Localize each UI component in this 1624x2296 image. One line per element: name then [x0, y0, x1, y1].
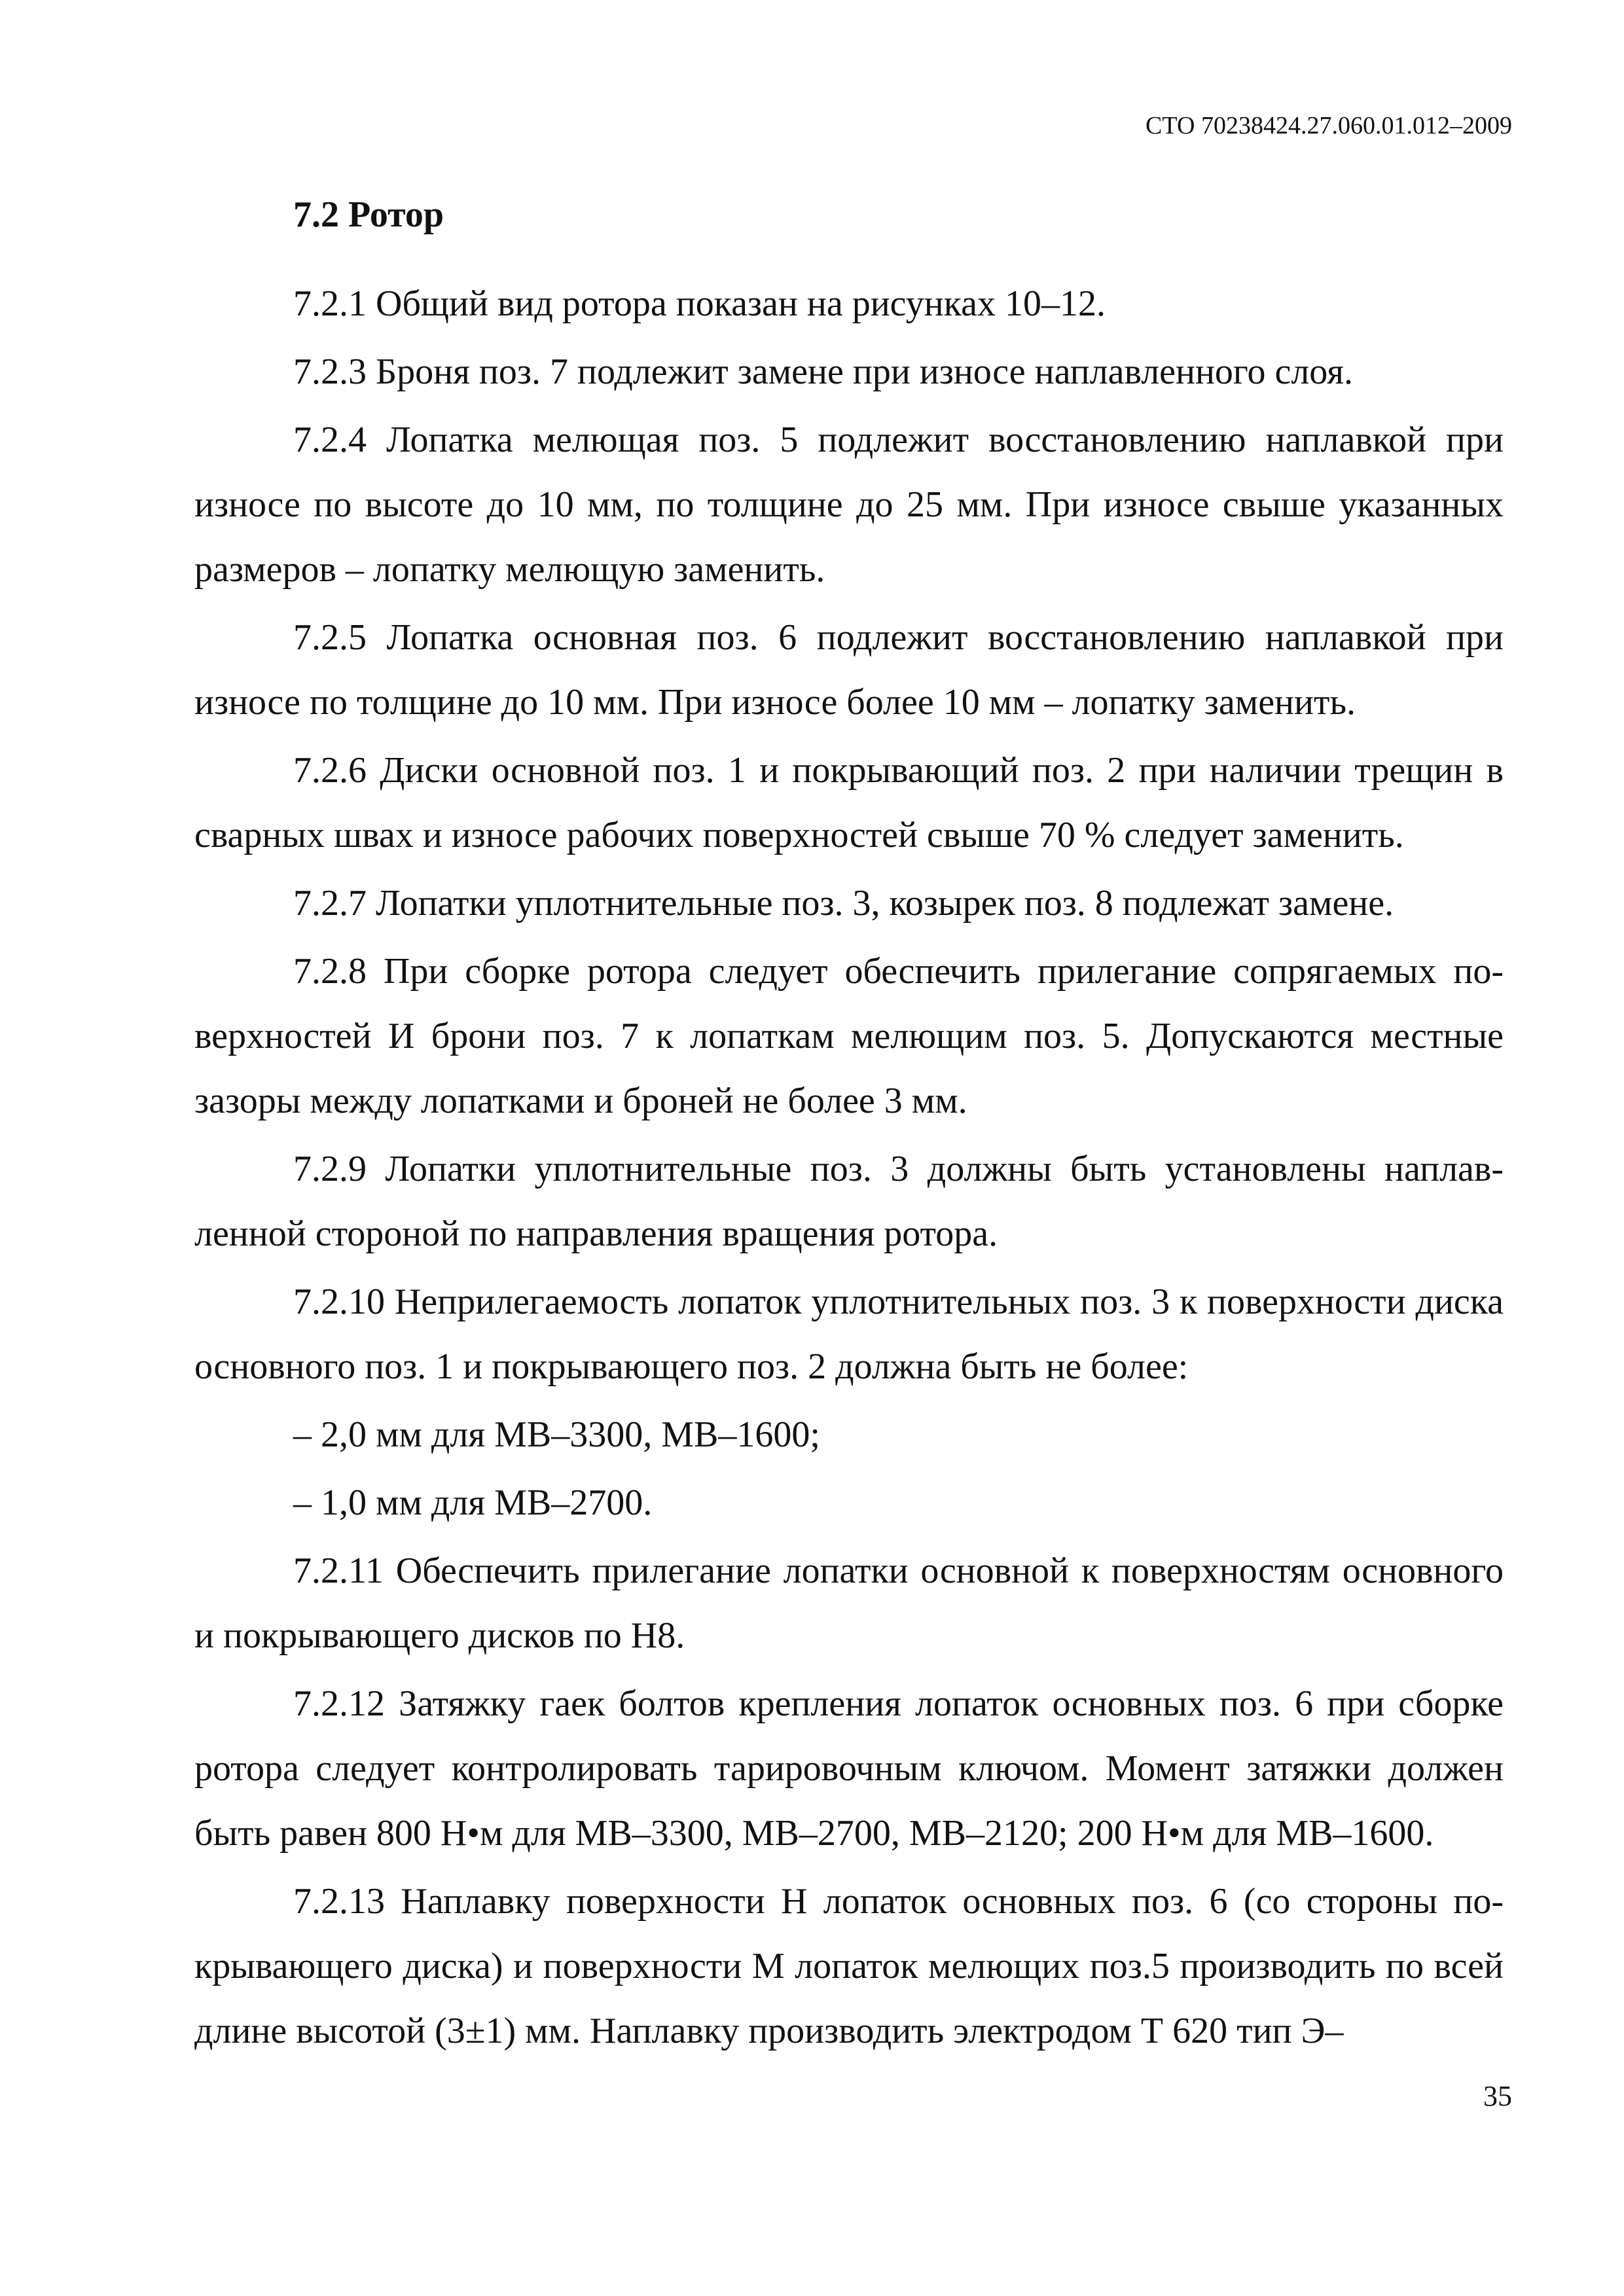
section-title: 7.2 Ротор: [293, 194, 444, 235]
paragraph-7-2-5: 7.2.5 Лопатка основная поз. 6 подлежит восстановлению наплавкой при износе по толщине до 10 мм. При износе более 10 мм – лопатку заменить.: [194, 617, 1504, 723]
document-body: [194, 272, 1504, 2067]
paragraph-7-2-3: 7.2.3 Броня поз. 7 подлежит замене при износе наплавленного слоя.: [293, 351, 1353, 392]
paragraph-7-2-8: 7.2.8 При сборке ротора следует обеспечить прилегание сопрягаемых поверхностей И брони поз. 7 к лопаткам мелющим поз. 5. Допускаются местные зазоры между лопатками и броней не более 3 мм.: [194, 951, 1504, 1121]
list-item-clearance-mv3300: – 2,0 мм для МВ–3300, МВ–1600;: [293, 1414, 820, 1455]
paragraph-7-2-9: 7.2.9 Лопатки уплотнительные поз. 3 должны быть установлены наплавленной стороной по направления вращения ротора.: [194, 1149, 1504, 1254]
paragraph-7-2-11: 7.2.11 Обеспечить прилегание лопатки основной к поверхностям основного и покрывающего дисков по Н8.: [194, 1551, 1504, 1656]
paragraph-7-2-7: 7.2.7 Лопатки уплотнительные поз. 3, козырек поз. 8 подлежат замене.: [293, 883, 1394, 924]
page-number: 35: [1483, 2080, 1512, 2112]
document-code-header: СТО 70238424.27.060.01.012–2009: [1146, 112, 1512, 139]
paragraph-7-2-1: 7.2.1 Общий вид ротора показан на рисунках 10–12.: [293, 283, 1106, 324]
paragraph-7-2-10: 7.2.10 Неприлегаемость лопаток уплотнительных поз. 3 к поверхности диска основного поз. 1 и покрывающего поз. 2 должна быть не более:: [194, 1282, 1504, 1387]
paragraph-7-2-6: 7.2.6 Диски основной поз. 1 и покрывающий поз. 2 при наличии трещин в сварных швах и износе рабочих поверхностей свыше 70 % следует заменить.: [194, 750, 1504, 855]
paragraph-7-2-4: 7.2.4 Лопатка мелющая поз. 5 подлежит восстановлению наплавкой при износе по высоте до 10 мм, по толщине до 25 мм. При износе свыше указанных размеров – лопатку мелющую заменить.: [194, 420, 1504, 590]
list-item-clearance-mv2700: – 1,0 мм для МВ–2700.: [293, 1482, 653, 1523]
paragraph-7-2-12: 7.2.12 Затяжку гаек болтов крепления лопаток основных поз. 6 при сборке ротора следует контролировать тарировочным ключом. Момент затяжки должен быть равен 800 Н•м для МВ–3300, МВ–2700, МВ–2120; 200 Н•м для МВ–1600.: [194, 1683, 1504, 1854]
paragraph-7-2-13: 7.2.13 Наплавку поверхности Н лопаток основных поз. 6 (со стороны покрывающего диска) и поверхности М лопаток мелющих поз.5 производить по всей длине высотой (3±1) мм. Наплавку производить электродом Т 620 тип Э–: [194, 1881, 1504, 2051]
